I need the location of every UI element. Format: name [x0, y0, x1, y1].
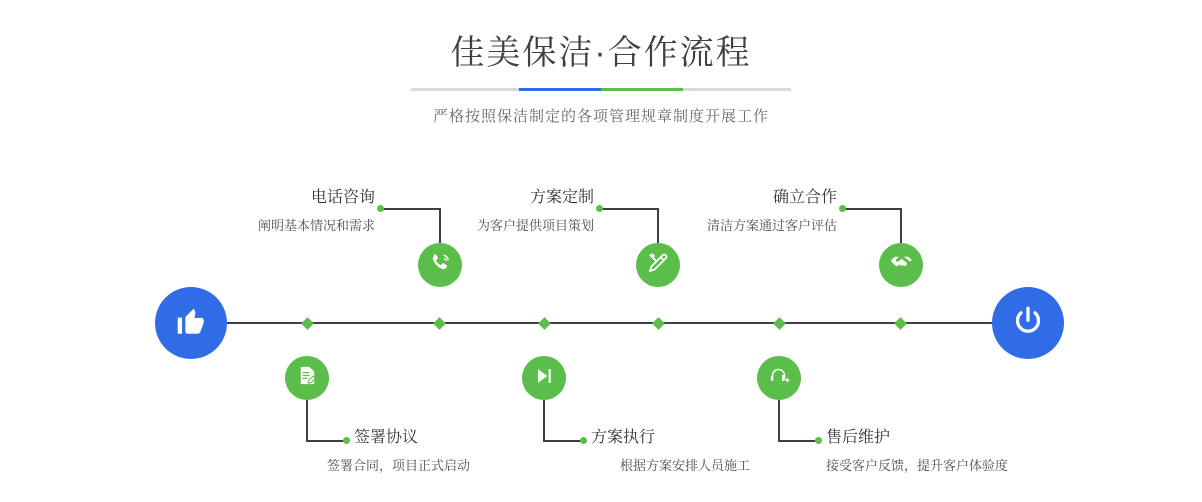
phone-call-icon — [428, 251, 452, 280]
step-node-2[interactable] — [285, 356, 329, 400]
step-connector-v-4 — [543, 400, 545, 442]
step-connector-dot-4 — [580, 437, 587, 444]
headset-support-icon — [768, 364, 791, 392]
step-label-2 — [354, 427, 418, 449]
step-desc-1: 阐明基本情况和需求 — [257, 218, 375, 233]
step-label-4 — [591, 427, 655, 449]
step-node-4[interactable] — [522, 356, 566, 400]
play-forward-icon — [533, 365, 555, 392]
step-label-5 — [717, 187, 837, 209]
step-connector-dot-5 — [839, 205, 846, 212]
step-desc-wrap-4 — [620, 452, 750, 476]
axis-marker-1 — [301, 317, 314, 330]
step-label-3 — [474, 187, 594, 209]
step-desc-3: 为客户提供项目策划 — [476, 218, 594, 233]
step-desc-wrap-2 — [327, 452, 470, 476]
step-connector-v-2 — [306, 400, 308, 442]
step-title-3: 方案定制 — [529, 189, 594, 206]
divider-segment-blue — [519, 88, 601, 91]
step-desc-wrap-3 — [414, 212, 594, 236]
step-connector-h-6 — [778, 440, 818, 442]
step-node-6[interactable] — [757, 356, 801, 400]
step-title-5: 确立合作 — [772, 189, 837, 206]
step-desc-6: 接受客户反馈，提升客户体验度 — [826, 458, 1009, 473]
step-connector-dot-6 — [815, 437, 822, 444]
step-connector-dot-3 — [596, 205, 603, 212]
step-node-5[interactable] — [879, 243, 923, 287]
divider-segment-green — [601, 88, 683, 91]
power-icon — [1010, 303, 1046, 344]
step-node-1[interactable] — [418, 243, 462, 287]
step-title-2: 签署协议 — [354, 429, 419, 446]
page-subtitle: 严格按照保洁制定的各项管理规章制度开展工作 — [432, 108, 769, 125]
axis-marker-2 — [433, 317, 446, 330]
step-desc-wrap-5 — [650, 212, 837, 236]
handshake-icon — [889, 250, 914, 280]
step-connector-h-1 — [381, 208, 440, 210]
step-desc-5: 清洁方案通过客户评估 — [706, 218, 837, 233]
step-connector-h-2 — [306, 440, 346, 442]
pencil-ruler-icon — [646, 251, 670, 280]
step-connector-dot-2 — [343, 437, 350, 444]
step-connector-h-4 — [543, 440, 583, 442]
axis-marker-6 — [894, 317, 907, 330]
step-connector-v-6 — [778, 400, 780, 442]
step-desc-4: 根据方案安排人员施工 — [620, 458, 751, 473]
document-edit-icon — [296, 364, 319, 392]
step-desc-wrap-6 — [826, 452, 1008, 476]
step-connector-dot-1 — [377, 205, 384, 212]
page-title: 佳美保洁·合作流程 — [450, 34, 752, 72]
step-desc-2: 签署合同，项目正式启动 — [327, 458, 471, 473]
title-divider — [411, 88, 791, 91]
step-connector-h-5 — [843, 208, 901, 210]
step-label-6 — [826, 427, 890, 449]
step-label-1 — [255, 187, 375, 209]
step-connector-h-3 — [600, 208, 658, 210]
thumbs-up-icon — [174, 304, 208, 343]
page-header — [0, 30, 1202, 126]
timeline-end-node — [992, 287, 1064, 359]
step-title-6: 售后维护 — [826, 429, 891, 446]
axis-marker-3 — [538, 317, 551, 330]
step-connector-v-5 — [900, 208, 902, 243]
step-title-4: 方案执行 — [591, 429, 656, 446]
axis-marker-4 — [652, 317, 665, 330]
step-desc-wrap-1 — [180, 212, 375, 236]
step-node-3[interactable] — [636, 243, 680, 287]
axis-marker-5 — [773, 317, 786, 330]
timeline-start-node — [155, 287, 227, 359]
step-title-1: 电话咨询 — [310, 189, 375, 206]
